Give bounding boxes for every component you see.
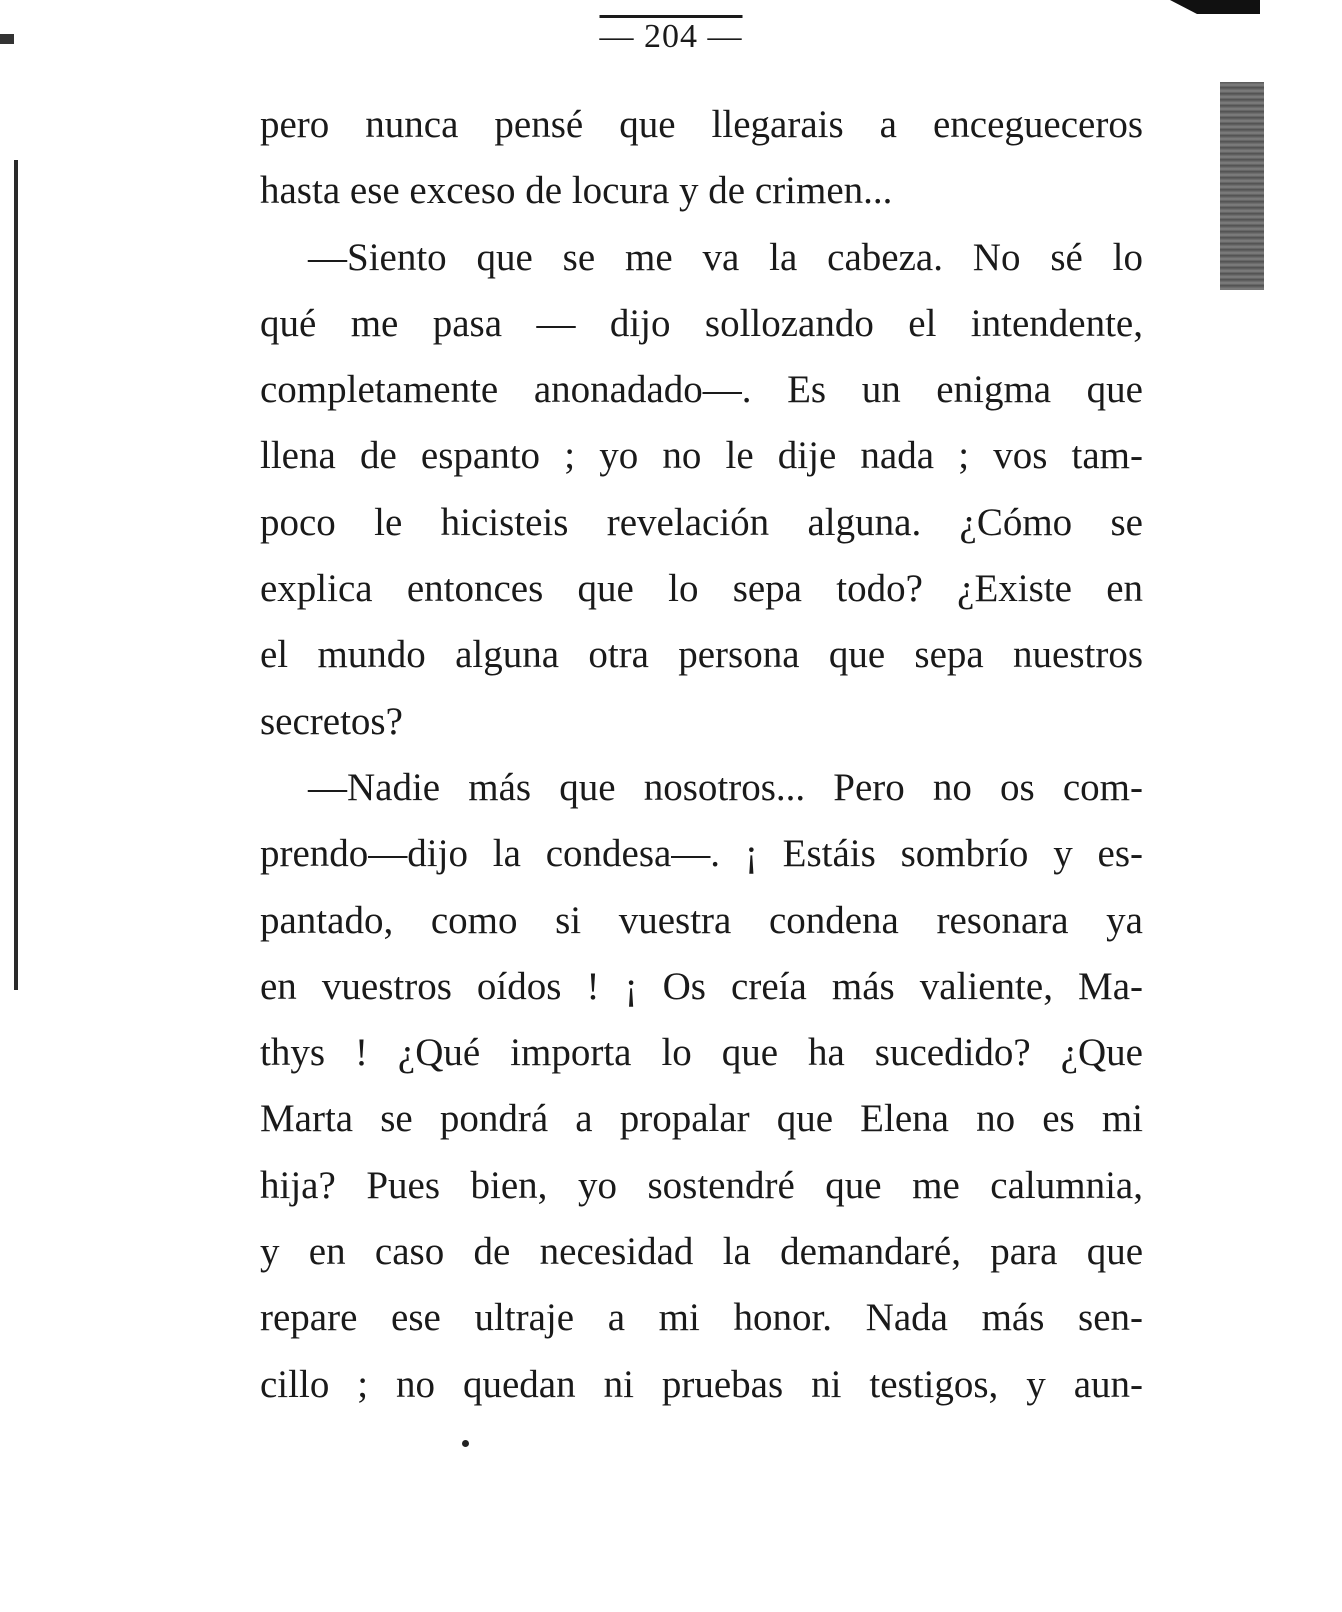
page-number: — 204 —	[599, 18, 743, 55]
scan-edge-mark	[1170, 0, 1260, 14]
text-line: en vuestros oídos ! ¡ Os creía más valiente, Ma-	[260, 964, 1143, 1008]
text-line: secretos?	[260, 699, 403, 743]
text-line: completamente anonadado—. Es un enigma que	[260, 368, 1143, 412]
page-header	[0, 18, 1342, 56]
ink-speck	[462, 1440, 469, 1447]
scan-artifact	[1220, 82, 1264, 290]
text-line: pantado, como si vuestra condena resonara ya	[260, 898, 1143, 942]
text-line: pero nunca pensé que llegarais a encegueceros	[260, 103, 1143, 146]
text-line: explica entonces que lo sepa todo? ¿Existe en	[260, 567, 1143, 611]
text-line: —Nadie más que nosotros... Pero no os com-	[308, 765, 1143, 809]
text-line: el mundo alguna otra persona que sepa nuestros	[260, 633, 1143, 677]
text-line: thys ! ¿Qué importa lo que ha sucedido? ¿Que	[260, 1031, 1143, 1075]
text-line: hasta ese exceso de locura y de crimen...	[260, 169, 893, 213]
text-line: hija? Pues bien, yo sostendré que me calumnia,	[260, 1163, 1143, 1207]
text-line: repare ese ultraje a mi honor. Nada más sen-	[260, 1296, 1143, 1340]
text-line: cillo ; no quedan ni pruebas ni testigos, y aun-	[260, 1362, 1143, 1406]
text-line: poco le hicisteis revelación alguna. ¿Cómo se	[260, 500, 1143, 544]
text-line: —Siento que se me va la cabeza. No sé lo	[308, 235, 1143, 279]
text-line: qué me pasa — dijo sollozando el intendente,	[260, 301, 1143, 345]
text-line: prendo—dijo la condesa—. ¡ Estáis sombrío y es-	[260, 832, 1143, 876]
page-body	[260, 92, 1143, 1418]
text-line: Marta se pondrá a propalar que Elena no es mi	[260, 1097, 1143, 1141]
text-line: y en caso de necesidad la demandaré, para que	[260, 1230, 1143, 1274]
text-line: llena de espanto ; yo no le dije nada ; vos tam-	[260, 434, 1143, 478]
binding-edge	[14, 160, 18, 990]
